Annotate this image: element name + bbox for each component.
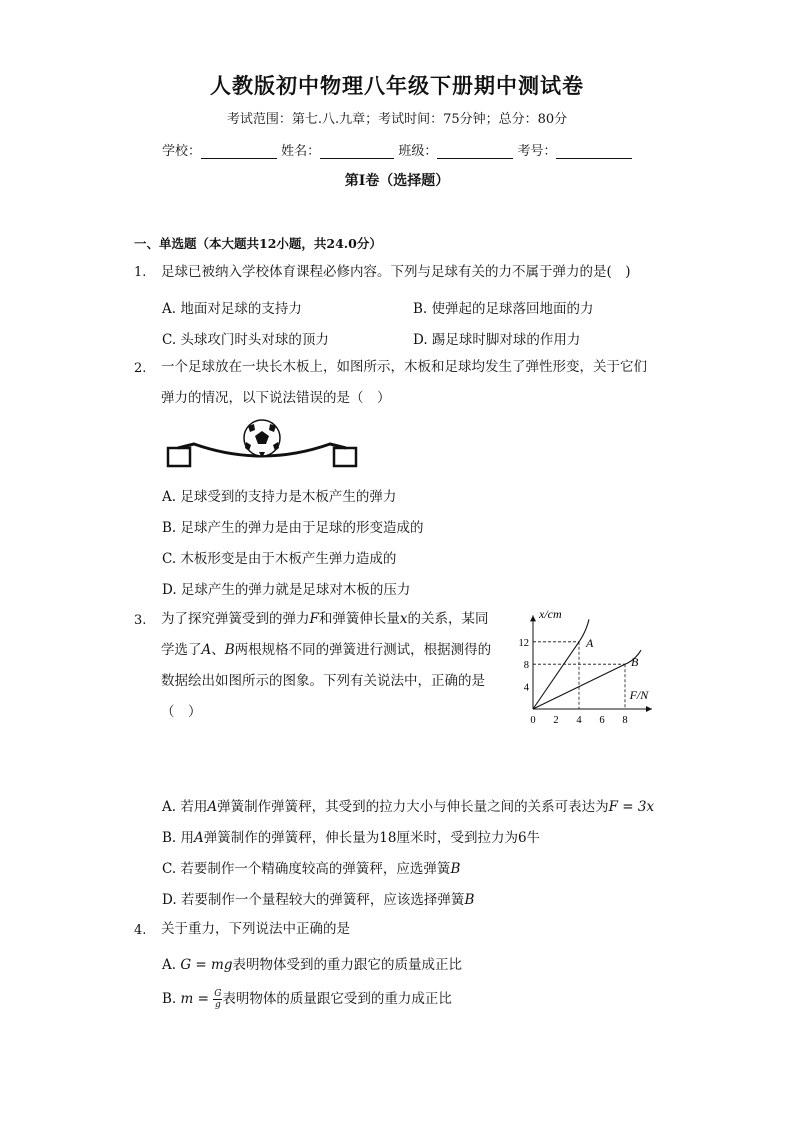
page-title: 人教版初中物理八年级下册期中测试卷 — [210, 73, 584, 98]
q3-l1-part3: 的关系，某同 — [407, 611, 489, 627]
q2-option-c: C. 木板形变是由于木板产生弹力造成的 — [162, 551, 397, 567]
school-label: 学校： — [162, 144, 202, 159]
name-label: 姓名： — [281, 144, 321, 159]
q1-option-a: A. 地面对足球的支持力 — [162, 301, 302, 317]
q3-b-part2: 弹簧制作的弹簧秤，伸长量为18厘米时，受到拉力为6牛 — [203, 830, 541, 846]
x-tick-label: 4 — [576, 715, 582, 726]
q3-option-c — [162, 857, 460, 877]
q4-b-equation: m = — [180, 991, 214, 1007]
section-heading: 一、单选题（本大题共12小题，共24.0分） — [134, 236, 382, 251]
q2-text-line1: 一个足球放在一块长木板上，如图所示，木板和足球均发生了弹性形变，关于它们 — [161, 359, 647, 375]
y-tick-label: 8 — [523, 660, 529, 672]
q3-d-part1: D. 若要制作一个量程较大的弹簧秤，应该选择弹簧 — [162, 892, 465, 908]
q4-b-numerator: G — [214, 989, 222, 999]
q2-option-b: B. 足球产生的弹力是由于足球的形变造成的 — [162, 520, 424, 536]
q3-a-part1: A. 若用 — [162, 799, 208, 815]
q3-spring-a: A — [201, 642, 212, 658]
q1-number: 1. — [134, 265, 147, 280]
q4-a-part1: A. — [162, 957, 181, 973]
q3-l1-part2: 和弹簧伸长量 — [318, 611, 400, 627]
q2-number: 2. — [134, 361, 147, 376]
q3-a-equation: F = 3x — [608, 799, 655, 815]
q3-spring-b: B — [224, 642, 235, 658]
q4-b-denominator: g — [214, 1000, 221, 1010]
q1-option-b: B. 使弹起的足球落回地面的力 — [413, 301, 594, 317]
right-support-block — [334, 448, 356, 466]
y-tick-label: 12 — [518, 637, 529, 649]
soccer-ball-icon — [244, 420, 280, 456]
q4-number: 4. — [134, 923, 147, 938]
q2-text-line2: 弹力的情况，以下说法错误的是（ ） — [161, 390, 391, 406]
q3-a-part2: 弹簧制作弹簧秤，其受到的拉力大小与伸长量之间的关系可表达为 — [217, 799, 609, 815]
student-info-line — [162, 140, 632, 159]
q4-a-part2: 表明物体受到的重力跟它的质量成正比 — [232, 957, 462, 973]
volume-heading: 第I卷（选择题） — [344, 173, 450, 189]
number-label: 考号： — [517, 144, 557, 159]
q3-b-part1: B. 用 — [162, 830, 195, 846]
x-tick-label: 2 — [553, 715, 559, 726]
name-blank[interactable] — [320, 143, 394, 159]
x-tick-label: 0 — [530, 715, 536, 726]
q3-c-part1: C. 若要制作一个精确度较高的弹簧秤，应选弹簧 — [162, 861, 451, 877]
q3-chart — [512, 602, 662, 730]
q3-var-x: x — [399, 611, 408, 627]
q4-text: 关于重力，下列说法中正确的是 — [161, 921, 350, 937]
class-blank[interactable] — [437, 143, 513, 159]
q3-text-line1 — [161, 604, 489, 635]
q4-option-a — [162, 953, 462, 973]
q1-option-c: C. 头球攻门时头对球的顶力 — [162, 332, 329, 348]
q3-var-f: F — [309, 611, 319, 627]
school-blank[interactable] — [201, 143, 277, 159]
series-b-label: B — [631, 655, 639, 670]
q4-a-equation: G = mg — [180, 957, 233, 973]
q3-text-line4: （ ） — [161, 704, 202, 720]
q3-d-var: B — [464, 892, 475, 908]
q1-text: 足球已被纳入学校体育课程必修内容。下列与足球有关的力不属于弹力的是( ) — [161, 264, 631, 280]
q4-b-part1: B. — [162, 991, 181, 1007]
q3-number: 3. — [134, 613, 147, 628]
y-axis-label: x/cm — [539, 607, 562, 621]
q3-option-a — [162, 795, 654, 815]
q4-option-b — [162, 987, 452, 1010]
q3-option-b — [162, 826, 540, 846]
q3-l2-sep: 、 — [211, 642, 225, 658]
number-blank[interactable] — [556, 143, 632, 159]
x-tick-label: 8 — [622, 715, 628, 726]
q2-option-a: A. 足球受到的支持力是木板产生的弹力 — [162, 489, 397, 505]
series-a-label: A — [586, 635, 594, 650]
q3-text-line3: 数据绘出如图所示的图象。下列有关说法中，正确的是 — [161, 673, 485, 689]
x-axis-label: F/N — [629, 687, 649, 702]
q3-l2-part2: 两根规格不同的弹簧进行测试，根据测得的 — [234, 642, 492, 658]
q3-b-var: A — [194, 830, 204, 846]
q1-option-d: D. 踢足球时脚对球的作用力 — [413, 332, 581, 348]
left-support-block — [168, 448, 190, 466]
q3-l2-part1: 学选了 — [161, 642, 202, 658]
q3-l1-part1: 为了探究弹簧受到的弹力 — [161, 611, 310, 627]
q3-a-var: A — [207, 799, 218, 815]
x-tick-label: 6 — [599, 715, 605, 726]
q3-c-var: B — [450, 861, 461, 877]
class-label: 班级： — [398, 144, 438, 159]
q3-option-d — [162, 888, 474, 908]
y-tick-label: 4 — [523, 682, 529, 694]
q4-b-part2: 表明物体的质量跟它受到的重力成正比 — [222, 991, 452, 1007]
exam-meta: 考试范围：第七.八.九章；考试时间：75分钟；总分：80分 — [226, 112, 568, 127]
q2-option-d: D. 足球产生的弹力就是足球对木板的压力 — [162, 582, 411, 598]
q3-text-line2 — [161, 635, 491, 666]
q2-figure — [160, 418, 365, 472]
